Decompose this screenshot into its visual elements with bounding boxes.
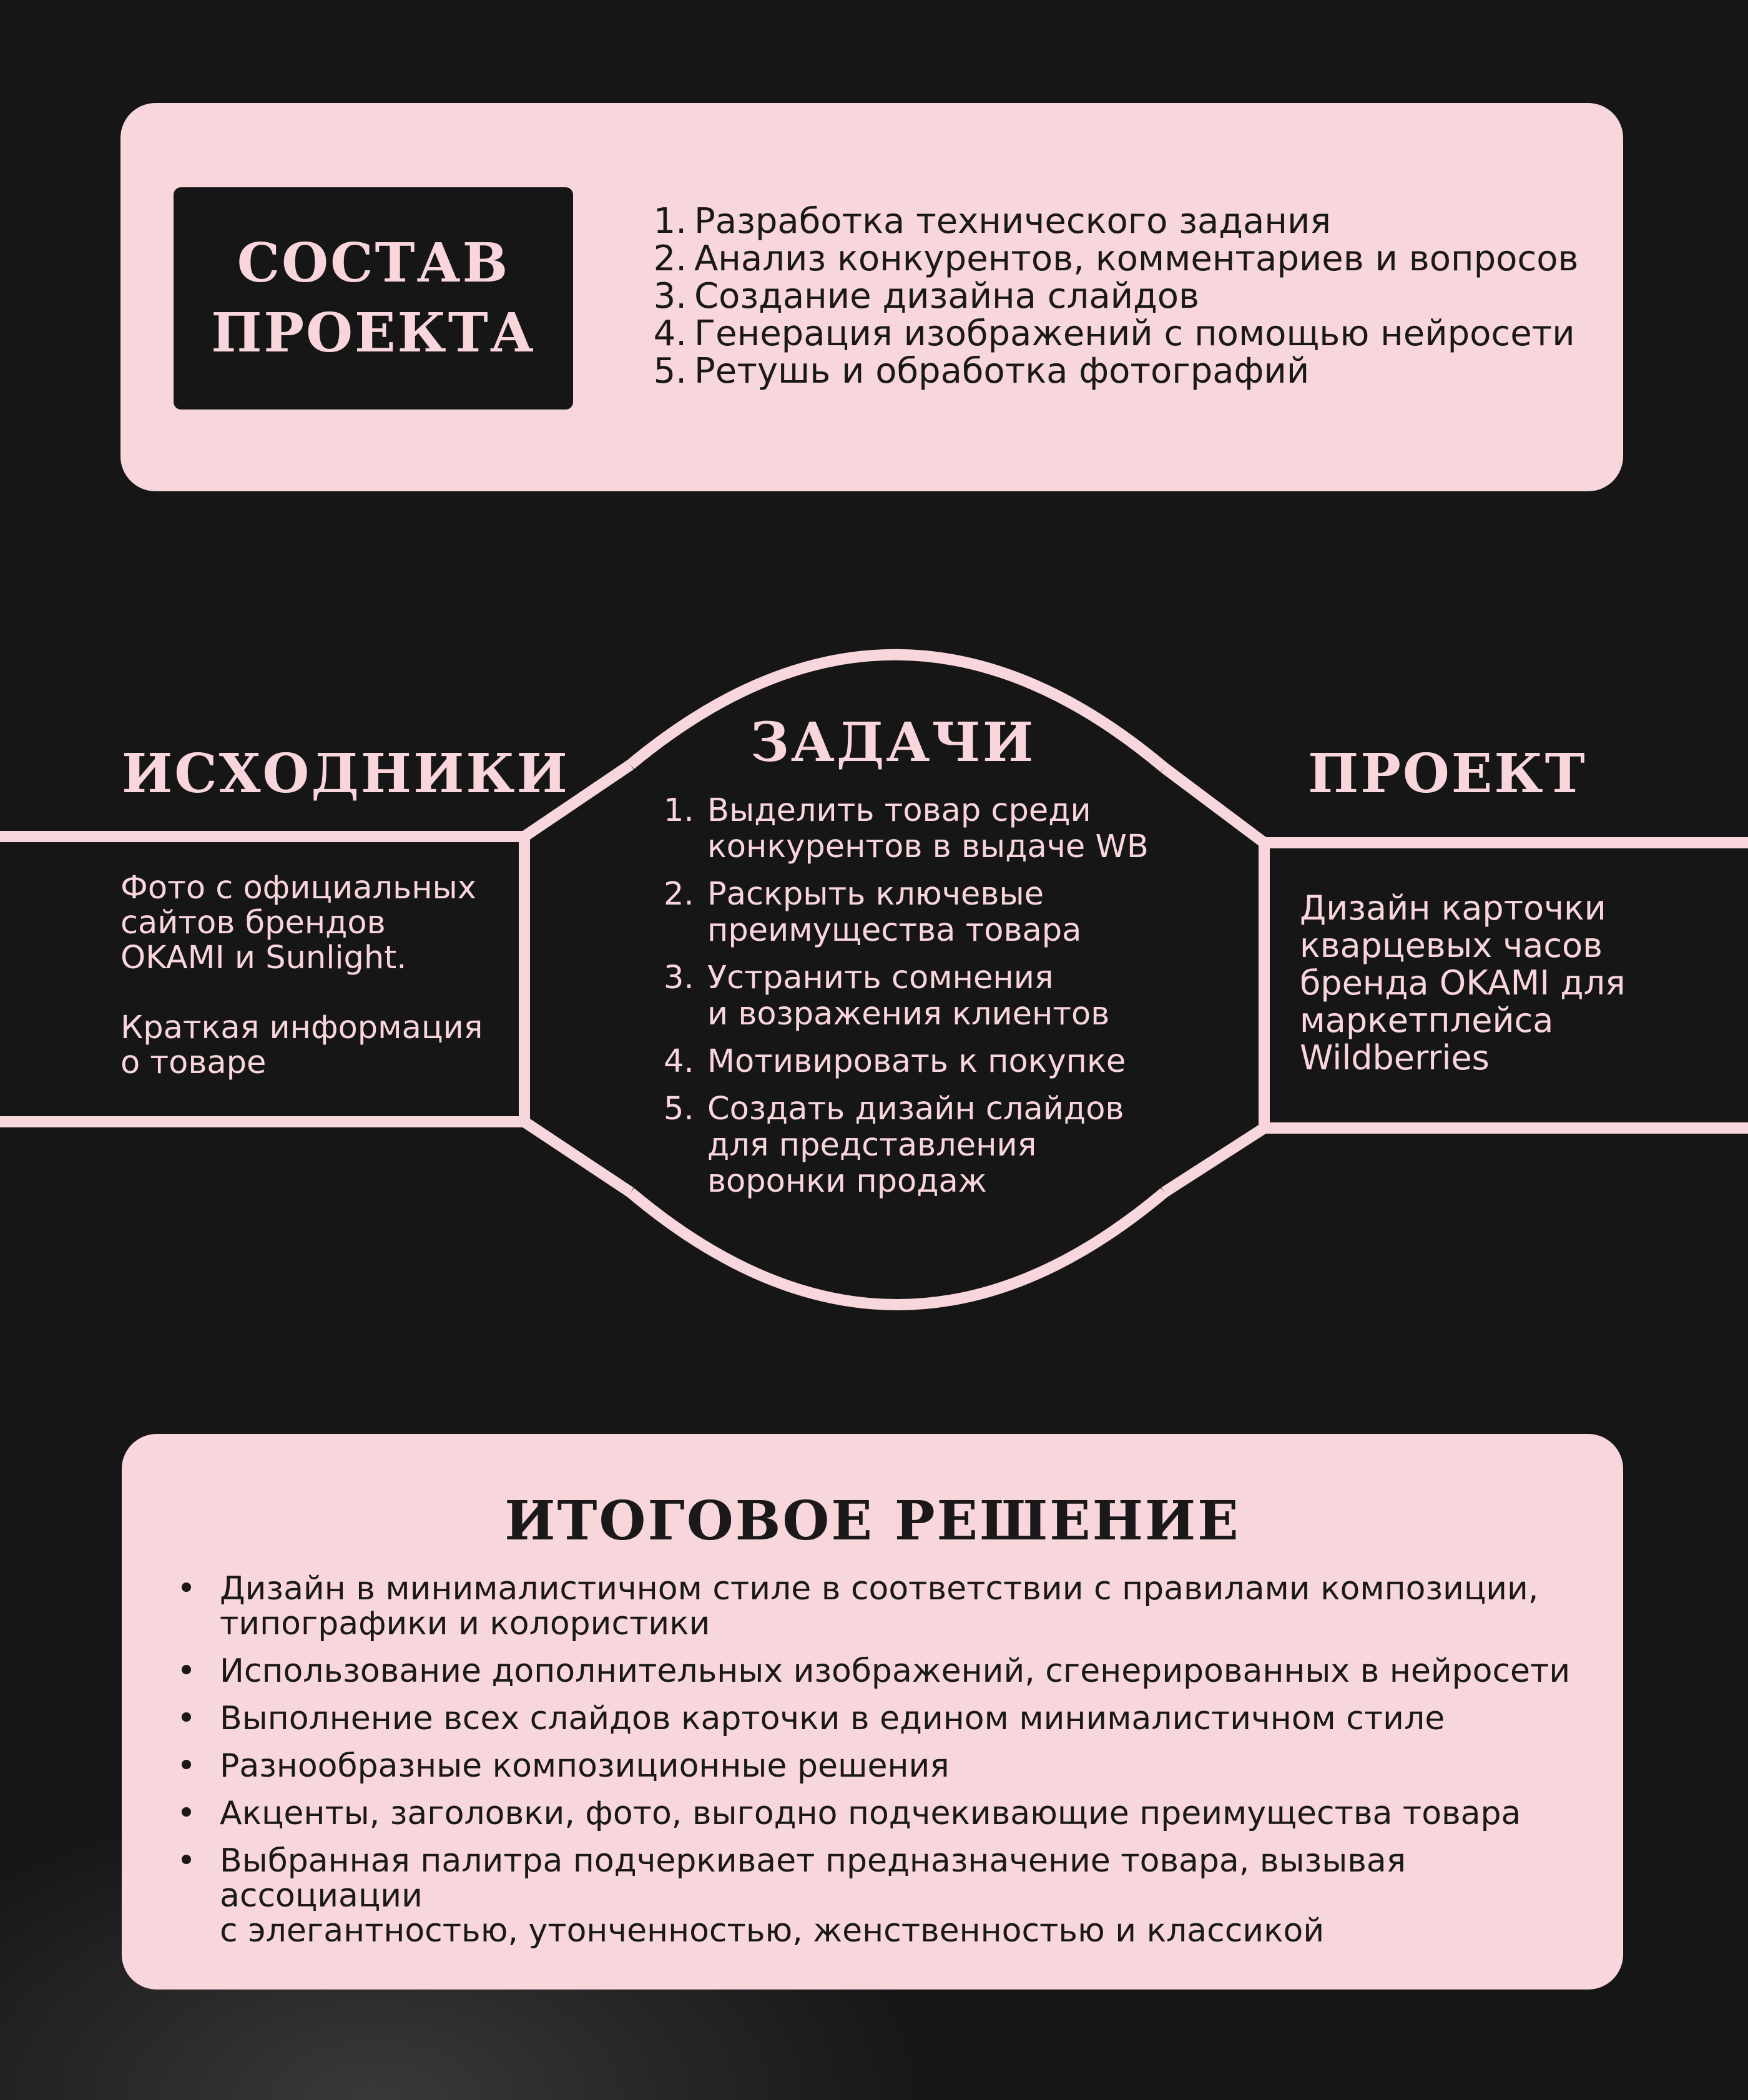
- tasks-title: ЗАДАЧИ: [750, 711, 1036, 774]
- sources-title: ИСХОДНИКИ: [122, 742, 569, 805]
- composition-list: [642, 203, 1579, 390]
- bullet-icon: •: [177, 1570, 196, 1607]
- bullet-icon: •: [177, 1795, 196, 1832]
- list-item: • Акценты, заголовки, фото, выгодно подчекивающие преимущества товара: [153, 1796, 1589, 1831]
- bullet-icon: •: [177, 1747, 196, 1785]
- list-item: 3. Устранить сомнения и возражения клиентов: [664, 959, 1110, 1033]
- bullet-icon: •: [177, 1842, 196, 1880]
- list-item: • Выполнение всех слайдов карточки в едином минималистичном стиле: [153, 1701, 1589, 1736]
- composition-card: [120, 103, 1623, 491]
- list-item: 3. Создание дизайна слайдов: [653, 276, 1200, 316]
- list-item: 5. Ретушь и обработка фотографий: [653, 351, 1310, 391]
- sources-text: Фото с официальных сайтов брендов OKAMI и Sunlight. Краткая информация о товаре: [120, 870, 483, 1081]
- list-item: 4. Генерация изображений с помощью нейросети: [653, 313, 1575, 354]
- solution-card: [122, 1434, 1623, 1990]
- solution-list: [153, 1571, 1589, 1961]
- list-item: 2. Анализ конкурентов, комментариев и вопросов: [653, 238, 1579, 279]
- composition-title-box: [174, 187, 573, 410]
- tasks-list: [664, 793, 1182, 1211]
- list-item: 1. Выделить товар среди конкурентов в выдаче WB: [664, 792, 1149, 865]
- list-item: 4. Мотивировать к покупке: [664, 1043, 1126, 1080]
- list-item: 1. Разработка технического задания: [653, 201, 1332, 242]
- bullet-icon: •: [177, 1652, 196, 1690]
- list-item: • Выбранная палитра подчеркивает предназначение товара, вызывая ассоциации с элегантностью, утонченностью, женственностью и классикой: [153, 1843, 1589, 1948]
- project-title: ПРОЕКТ: [1308, 742, 1587, 805]
- list-item: • Разнообразные композиционные решения: [153, 1749, 1589, 1784]
- list-item: • Использование дополнительных изображений, сгенерированных в нейросети: [153, 1654, 1589, 1689]
- project-text: Дизайн карточки кварцевых часов бренда OKAMI для маркетплейса Wildberries: [1300, 888, 1626, 1077]
- solution-title: ИТОГОВОЕ РЕШЕНИЕ: [504, 1489, 1240, 1553]
- composition-title: СОСТАВ ПРОЕКТА: [211, 232, 536, 365]
- bullet-icon: •: [177, 1700, 196, 1737]
- list-item: 5. Создать дизайн слайдов для представления воронки продаж: [664, 1091, 1124, 1200]
- middle-section: [0, 637, 1748, 1317]
- list-item: • Дизайн в минималистичном стиле в соответствии с правилами композиции, типографики и колористики: [153, 1571, 1589, 1641]
- list-item: 2. Раскрыть ключевые преимущества товара: [664, 876, 1082, 949]
